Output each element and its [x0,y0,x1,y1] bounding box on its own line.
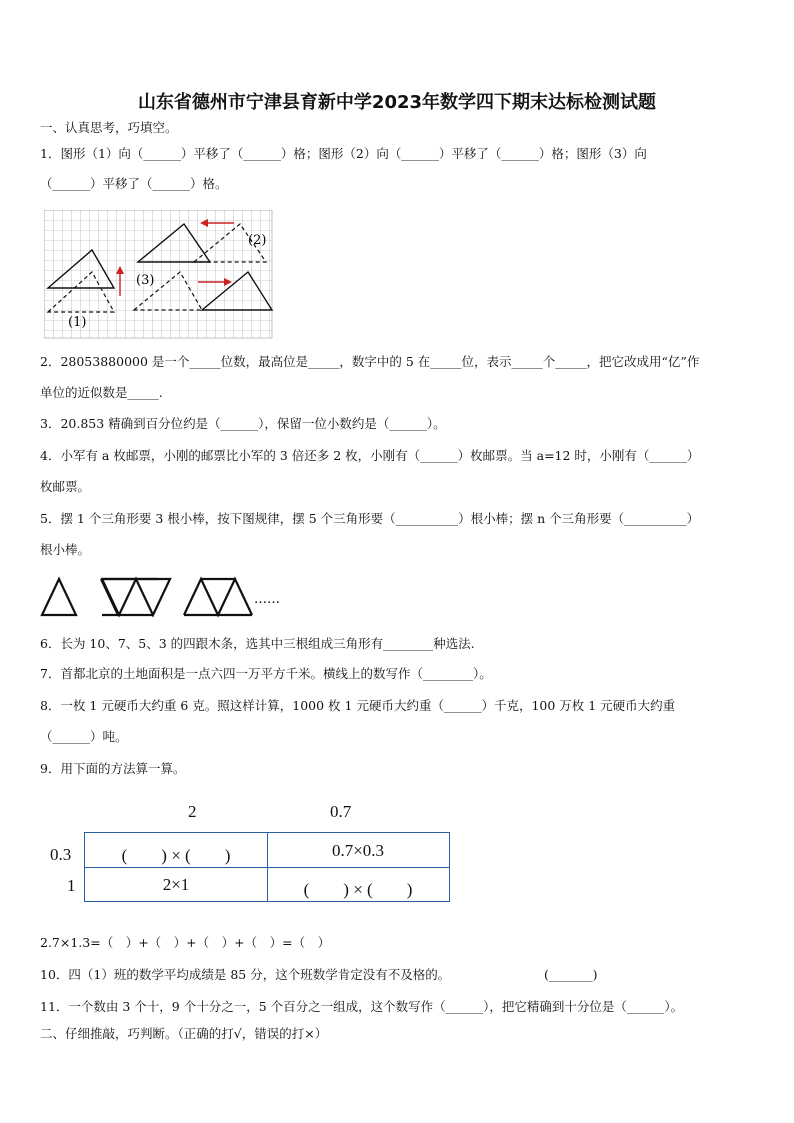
section-2-heading: 二、仔细推敲，巧判断。（正确的打√，错误的打×） [40,1026,328,1041]
question-4-line-2: 枚邮票。 [40,479,91,494]
question-9: 9．用下面的方法算一算。 [40,761,186,776]
question-7: 7．首都北京的土地面积是一点六四一万平方千米。横线上的数写作（________）。 [40,666,492,681]
stick-triangles-figure [38,575,288,619]
question-1-line-2: （______）平移了（______）格。 [40,176,228,191]
label-shape-3: (3) [136,273,155,288]
section-1-heading: 一、认真思考，巧填空。 [40,120,178,135]
col-header-0-7: 0.7 [330,802,352,821]
question-10-answer: (_______) [544,967,598,982]
cell-r1c1: ( ) × ( ) [121,846,231,865]
question-5-line-1: 5．摆 1 个三角形要 3 根小棒，按下图规律，摆 5 个三角形要（__________）根小棒；摆 n 个三角形要（__________） [40,511,700,526]
question-10: 10．四（1）班的数学平均成绩是 85 分，这个班数学肯定没有不及格的。 [40,967,451,982]
cell-r2c2: ( ) × ( ) [303,880,413,899]
col-header-2: 2 [188,802,197,821]
cell-r2c1: 2×1 [162,875,190,894]
ellipsis: …… [254,592,280,607]
question-2-line-2: 单位的近似数是_____. [40,385,163,400]
row-header-0-3: 0.3 [50,845,72,864]
question-8-line-2: （______）吨。 [40,729,128,744]
area-model-table [84,832,450,902]
question-1-line-1: 1．图形（1）向（______）平移了（______）格；图形（2）向（______）平移了（______）格；图形（3）向 [40,146,647,161]
question-5-line-2: 根小棒。 [40,542,91,557]
cell-r1c2: 0.7×0.3 [331,841,385,860]
page-title: 山东省德州市宁津县育新中学2023年数学四下期末达标检测试题 [137,92,657,113]
question-6: 6．长为 10、7、5、3 的四跟木条，选其中三根组成三角形有________种选法. [40,636,475,651]
question-2-line-1: 2．28053880000 是一个_____位数，最高位是_____，数字中的 5 在_____位，表示_____个_____，把它改成用“亿”作 [40,354,700,369]
question-9-equation: 2.7×1.3=（ ）+（ ）+（ ）+（ ）=（ ） [40,935,331,950]
label-shape-1: (1) [68,315,87,330]
question-3: 3．20.853 精确到百分位约是（______），保留一位小数约是（______）。 [40,416,446,431]
translation-grid-figure [44,210,276,340]
question-8-line-1: 8．一枚 1 元硬币大约重 6 克。照这样计算，1000 枚 1 元硬币大约重（______）千克，100 万枚 1 元硬币大约重 [40,698,676,713]
question-4-line-1: 4．小军有 a 枚邮票，小刚的邮票比小军的 3 倍还多 2 枚，小刚有（______）枚邮票。当 a=12 时，小刚有（______） [40,448,700,463]
question-11: 11．一个数由 3 个十，9 个十分之一，5 个百分之一组成，这个数写作（______），把它精确到十分位是（______）。 [40,999,684,1014]
label-shape-2: (2) [248,233,267,248]
row-header-1: 1 [67,876,76,895]
